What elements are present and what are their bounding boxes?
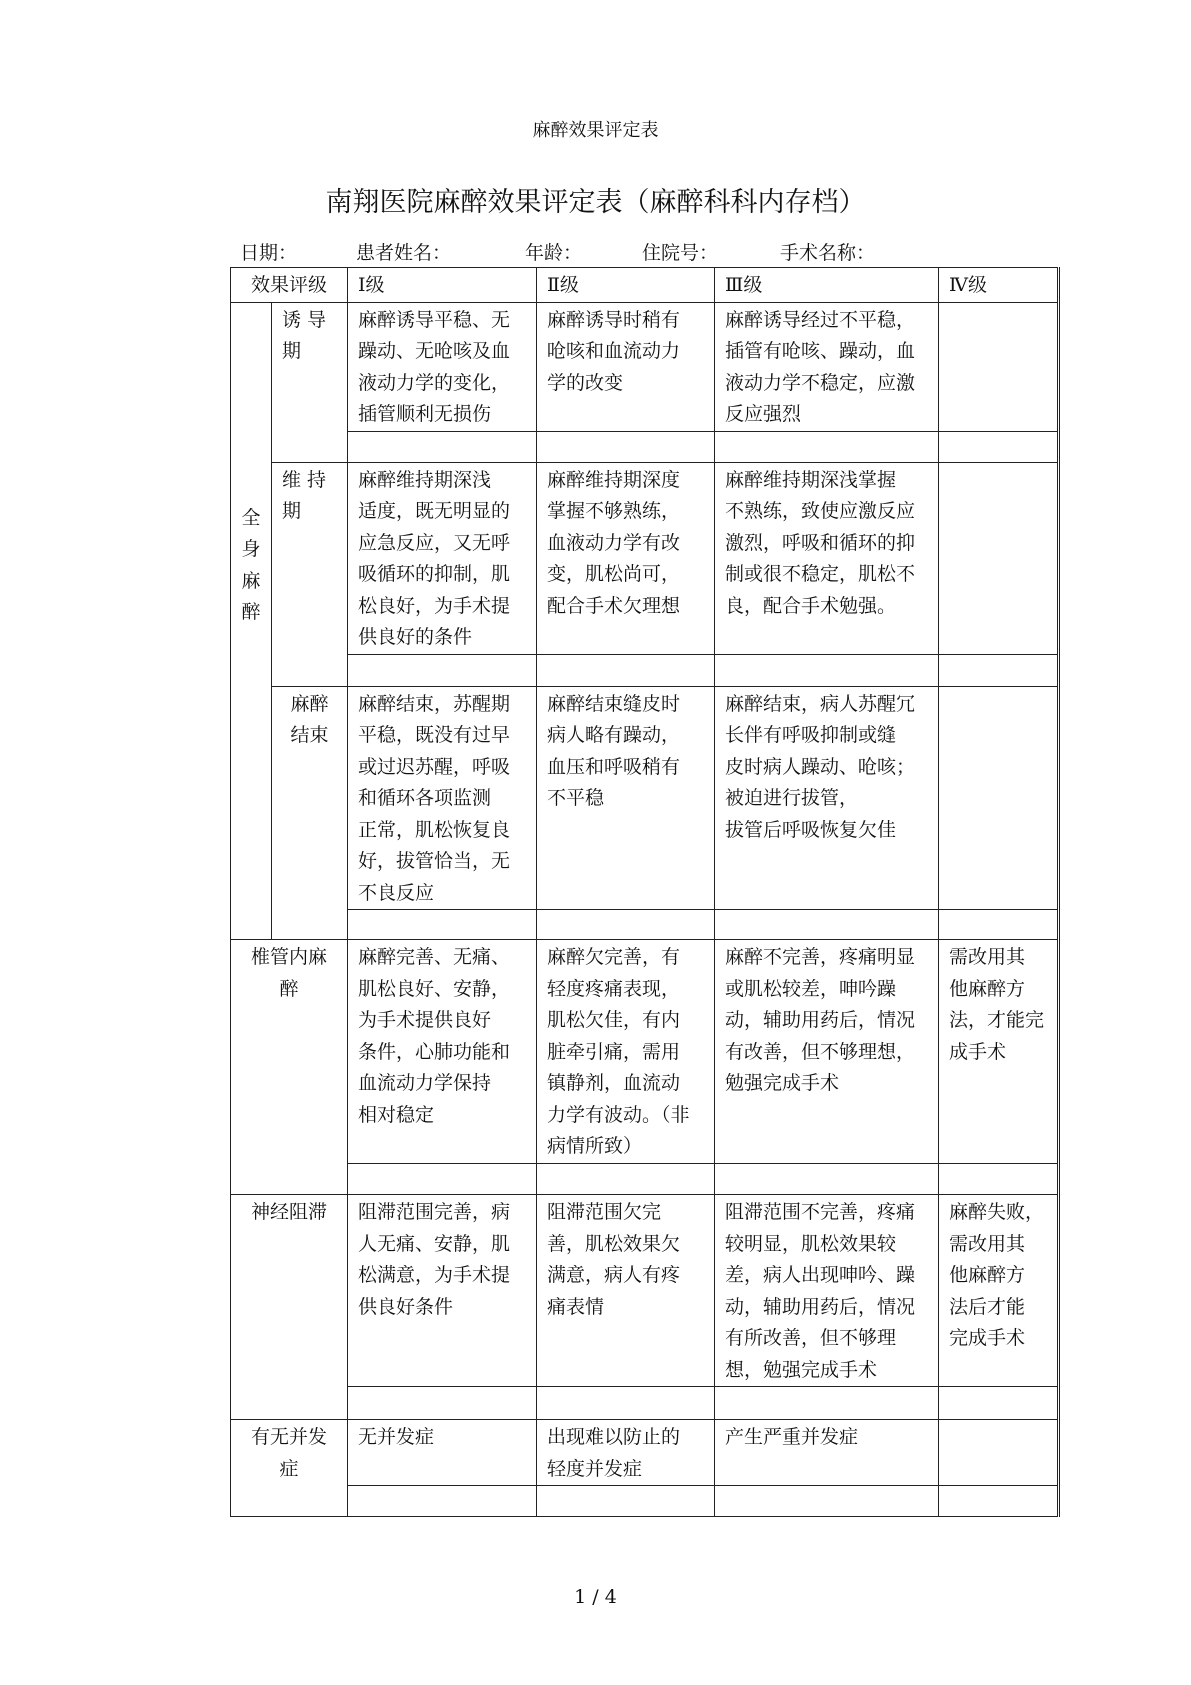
age-label: 年龄：	[525, 242, 583, 264]
cell	[939, 302, 1059, 431]
cell: 麻醉维持期深浅 适度，既无明显的 应急反应，又无呼 吸循环的抑制，肌 松良好，为手术提 供良好的条件	[348, 462, 537, 654]
cell: 麻醉不完善，疼痛明显 或肌松较差，呻吟躁 动，辅助用药后，情况 有改善，但不够理想， 勉强完成手术	[715, 940, 939, 1164]
cell: 麻醉完善、无痛、 肌松良好、安静， 为手术提供良好 条件，心肺功能和 血流动力学保持 相对稳定	[348, 940, 537, 1164]
cell: 阻滞范围完善，病 人无痛、安静，肌 松满意，为手术提 供良好条件	[348, 1195, 537, 1387]
blank-row	[231, 1387, 1059, 1420]
cell: 麻醉结束缝皮时 病人略有躁动， 血压和呼吸稍有 不平稳	[537, 686, 715, 910]
cell: 麻醉维持期深浅掌握 不熟练，致使应激反应 激烈，呼吸和循环的抑 制或很不稳定，肌松不 良，配合手术勉强。	[715, 462, 939, 654]
table-row	[231, 462, 1059, 654]
header-row	[231, 268, 1059, 303]
table-row	[231, 1195, 1059, 1387]
cell: 出现难以防止的 轻度并发症	[537, 1420, 715, 1486]
date-label: 日期：	[240, 242, 298, 264]
cell: 麻醉诱导平稳、无 躁动、无呛咳及血 液动力学的变化， 插管顺利无损伤	[348, 302, 537, 431]
running-header: 麻醉效果评定表	[532, 120, 659, 141]
blank-row	[231, 910, 1059, 940]
maintenance-label: 维 持 期	[272, 462, 348, 686]
page-number: 1 / 4	[574, 1586, 617, 1608]
cell: 麻醉失败， 需改用其 他麻醉方 法后才能 完成手术	[939, 1195, 1059, 1387]
surgery-name-label: 手术名称：	[780, 242, 876, 264]
spinal-label: 椎管内麻 醉	[231, 940, 348, 1195]
header-level-2: Ⅱ级	[537, 268, 715, 303]
cell: 无并发症	[348, 1420, 537, 1486]
induction-label: 诱 导 期	[272, 302, 348, 462]
blank-row	[231, 1486, 1059, 1517]
header-level-4: Ⅳ级	[939, 268, 1059, 303]
table-row	[231, 686, 1059, 910]
header-grade: 效果评级	[231, 268, 348, 303]
table-row	[231, 1420, 1059, 1486]
cell	[939, 1420, 1059, 1486]
cell: 阻滞范围欠完 善，肌松效果欠 满意，病人有疼 痛表情	[537, 1195, 715, 1387]
complication-label: 有无并发 症	[231, 1420, 348, 1517]
blank-row	[231, 654, 1059, 686]
patient-name-label: 患者姓名：	[356, 242, 452, 264]
admission-no-label: 住院号：	[642, 242, 719, 264]
header-level-3: Ⅲ级	[715, 268, 939, 303]
cell: 需改用其 他麻醉方 法，才能完 成手术	[939, 940, 1059, 1164]
cell: 麻醉欠完善，有 轻度疼痛表现， 肌松欠佳，有内 脏牵引痛，需用 镇静剂，血流动 力学有波动。（非 病情所致）	[537, 940, 715, 1164]
cell: 麻醉结束，病人苏醒冗 长伴有呼吸抑制或缝 皮时病人躁动、呛咳； 被迫进行拔管， 拔管后呼吸恢复欠佳	[715, 686, 939, 910]
cell: 麻醉维持期深度 掌握不够熟练， 血液动力学有改 变，肌松尚可， 配合手术欠理想	[537, 462, 715, 654]
cell	[939, 686, 1059, 910]
blank-row	[231, 431, 1059, 462]
nerve-block-label: 神经阻滞	[231, 1195, 348, 1420]
cell	[939, 462, 1059, 654]
page-title: 南翔医院麻醉效果评定表（麻醉科科内存档）	[325, 187, 866, 218]
header-level-1: Ⅰ级	[348, 268, 537, 303]
cell: 产生严重并发症	[715, 1420, 939, 1486]
cell: 麻醉诱导时稍有 呛咳和血流动力 学的改变	[537, 302, 715, 431]
evaluation-table	[230, 267, 1060, 1517]
table-row	[231, 302, 1059, 431]
cell: 麻醉结束，苏醒期 平稳，既没有过早 或过迟苏醒，呼吸 和循环各项监测 正常，肌松恢复良 好，拔管恰当，无 不良反应	[348, 686, 537, 910]
end-label: 麻醉 结束	[272, 686, 348, 940]
general-anesthesia-label: 全 身 麻 醉	[231, 302, 272, 940]
cell: 阻滞范围不完善，疼痛 较明显，肌松效果较 差，病人出现呻吟、躁 动，辅助用药后，情况 有所改善，但不够理 想，勉强完成手术	[715, 1195, 939, 1387]
cell: 麻醉诱导经过不平稳， 插管有呛咳、躁动，血 液动力学不稳定，应激 反应强烈	[715, 302, 939, 431]
table-row	[231, 940, 1059, 1164]
blank-row	[231, 1164, 1059, 1195]
